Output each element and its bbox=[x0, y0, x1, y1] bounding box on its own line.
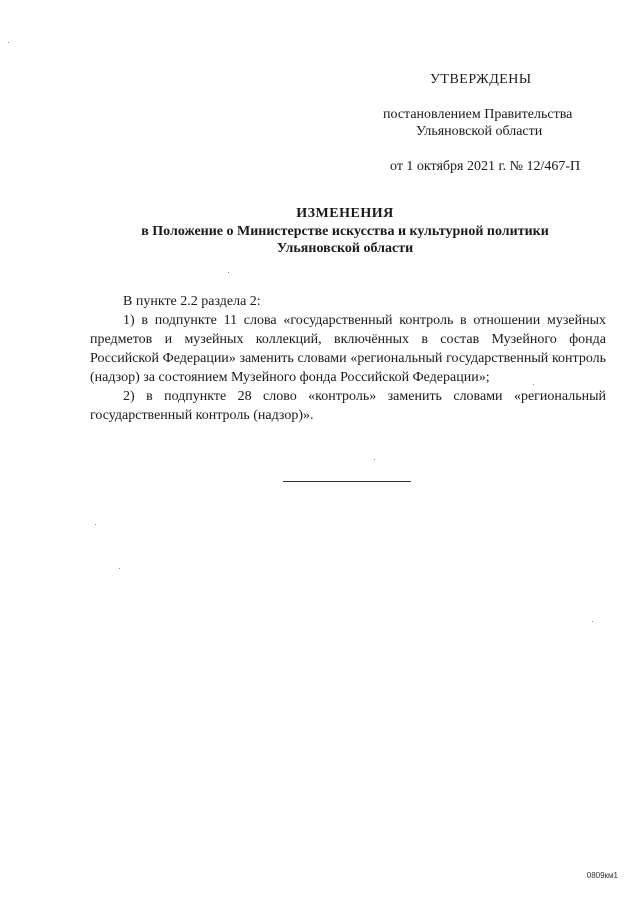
heading-title: ИЗМЕНЕНИЯ bbox=[296, 206, 394, 221]
approval-region-line: Ульяновской области bbox=[416, 124, 543, 139]
body-intro: В пункте 2.2 раздела 2: bbox=[123, 294, 261, 309]
approval-issuer-line: постановлением Правительства bbox=[383, 107, 573, 122]
end-divider-line bbox=[283, 481, 411, 482]
approval-date-number: от 1 октября 2021 г. № 12/467-П bbox=[390, 159, 581, 174]
heading-subtitle-line2: Ульяновской области bbox=[276, 241, 414, 256]
scan-speck bbox=[533, 384, 534, 385]
document-heading bbox=[90, 205, 600, 257]
document-code: 0809км1 bbox=[586, 871, 618, 880]
scan-speck bbox=[592, 621, 593, 622]
heading-subtitle-line1: в Положение о Министерстве искусства и культурной политики bbox=[141, 224, 549, 239]
scan-speck bbox=[119, 568, 120, 569]
body-item-2: 2) в подпункте 28 слово «контроль» заменить словами «региональный государственный контроль (надзор)». bbox=[90, 389, 606, 423]
scan-speck bbox=[8, 42, 9, 43]
approval-title: УТВЕРЖДЕНЫ bbox=[430, 72, 532, 87]
scan-speck bbox=[95, 524, 96, 525]
scan-speck bbox=[374, 459, 375, 460]
body-item-1: 1) в подпункте 11 слова «государственный контроль в отношении музейных предметов и музейных коллекций, включённых в состав Музейного фонда Российской Федерации» заменить словами «региональный государственный контроль (надзор) за состоянием Музейного фонда Российской Федерации»; bbox=[90, 313, 606, 385]
document-body bbox=[90, 292, 606, 425]
scan-speck bbox=[228, 272, 229, 273]
